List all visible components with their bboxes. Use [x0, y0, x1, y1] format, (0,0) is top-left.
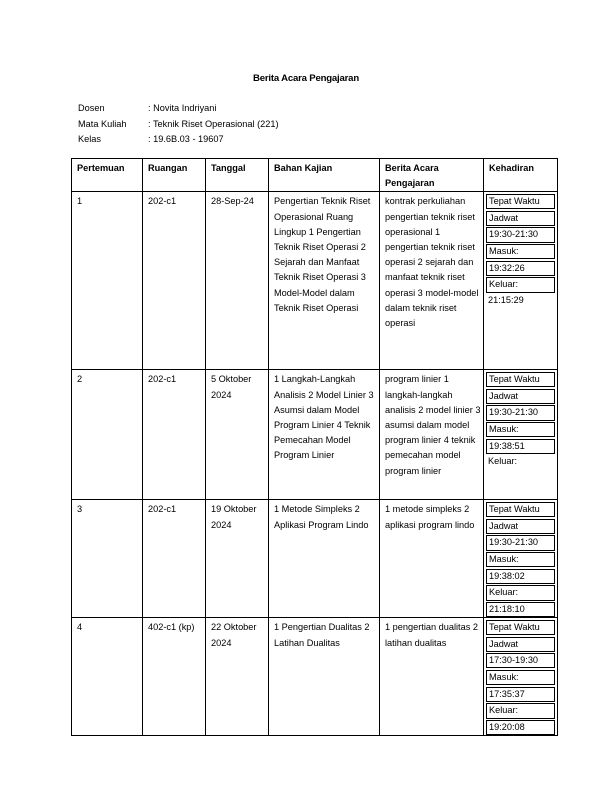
cell-kehadiran	[484, 500, 558, 618]
cell-pertemuan: 3	[72, 500, 143, 618]
info-value: : Novita Indriyani	[148, 103, 217, 113]
cell-bahan-kajian: 1 Langkah-Langkah Analisis 2 Model Linier 3 Asumsi dalam Model Program Linier 4 Teknik Pemecahan Model Program Linier	[269, 370, 380, 500]
cell-ruangan: 202-c1	[143, 192, 206, 370]
schedule-value: 19:30-21:30	[486, 227, 555, 242]
table-header-row	[72, 159, 558, 192]
check-out-value: 21:15:29	[488, 295, 524, 306]
cell-berita-acara: 1 metode simpleks 2 aplikasi program lindo	[380, 500, 484, 618]
cell-kehadiran	[484, 370, 558, 500]
schedule-value: 19:30-21:30	[486, 535, 555, 550]
status-badge: Tepat Waktu	[486, 194, 555, 209]
attendance-table	[71, 158, 558, 736]
schedule-label: Jadwat	[486, 211, 555, 226]
cell-pertemuan: 2	[72, 370, 143, 500]
cell-tanggal: 19 Oktober 2024	[206, 500, 269, 618]
check-in-label: Masuk:	[486, 422, 555, 437]
cell-berita-acara: kontrak perkuliahan pengertian teknik riset operasional 1 pengertian teknik riset operasi 2 sejarah dan manfaat teknik riset operasi 3 model-model dalam teknik riset operasi	[380, 192, 484, 370]
header-bahan-kajian: Bahan Kajian	[269, 159, 380, 192]
cell-bahan-kajian: 1 Metode Simpleks 2 Aplikasi Program Lindo	[269, 500, 380, 618]
cell-tanggal: 22 Oktober 2024	[206, 618, 269, 736]
cell-tanggal: 5 Oktober 2024	[206, 370, 269, 500]
cell-pertemuan: 4	[72, 618, 143, 736]
check-out-value: 19:20:08	[486, 720, 555, 735]
cell-tanggal: 28-Sep-24	[206, 192, 269, 370]
check-in-label: Masuk:	[486, 244, 555, 259]
table-row	[72, 192, 558, 370]
info-value: : 19.6B.03 - 19607	[148, 134, 224, 144]
header-berita-acara: Berita Acara Pengajaran	[380, 159, 484, 192]
check-out-label: Keluar:	[486, 277, 555, 292]
table-row	[72, 370, 558, 500]
check-in-value: 19:32:26	[486, 261, 555, 276]
course-info	[78, 101, 279, 148]
check-in-label: Masuk:	[486, 670, 555, 685]
info-row-mata-kuliah	[78, 117, 279, 133]
check-out-value: 21:18:10	[486, 602, 555, 617]
cell-berita-acara: program linier 1 langkah-langkah analisis 2 model linier 3 asumsi dalam model program linier 4 teknik pemecahan model program linier	[380, 370, 484, 500]
cell-bahan-kajian: 1 Pengertian Dualitas 2 Latihan Dualitas	[269, 618, 380, 736]
check-in-value: 17:35:37	[486, 687, 555, 702]
check-in-value: 19:38:02	[486, 569, 555, 584]
status-badge: Tepat Waktu	[486, 620, 555, 635]
info-label: Mata Kuliah	[78, 118, 127, 129]
schedule-label: Jadwat	[486, 519, 555, 534]
info-label: Dosen	[78, 103, 105, 113]
cell-ruangan: 402-c1 (kp)	[143, 618, 206, 736]
info-value: : Teknik Riset Operasional (221)	[148, 118, 279, 129]
schedule-label: Jadwat	[486, 389, 555, 404]
cell-bahan-kajian: Pengertian Teknik Riset Operasional Ruang Lingkup 1 Pengertian Teknik Riset Operasi 2 Sejarah dan Manfaat Teknik Riset Operasi 3 Model-Model dalam Teknik Riset Operasi	[269, 192, 380, 370]
cell-berita-acara: 1 pengertian dualitas 2 latihan dualitas	[380, 618, 484, 736]
cell-kehadiran	[484, 618, 558, 736]
cell-ruangan: 202-c1	[143, 370, 206, 500]
cell-kehadiran	[484, 192, 558, 370]
schedule-value: 19:30-21:30	[486, 405, 555, 420]
header-ruangan: Ruangan	[143, 159, 206, 192]
info-label: Kelas	[78, 134, 101, 144]
schedule-label: Jadwat	[486, 637, 555, 652]
header-pertemuan: Pertemuan	[72, 159, 143, 192]
status-badge: Tepat Waktu	[486, 502, 555, 517]
check-out-label: Keluar:	[486, 703, 555, 718]
schedule-value: 17:30-19:30	[486, 653, 555, 668]
table-row	[72, 500, 558, 618]
status-badge: Tepat Waktu	[486, 372, 555, 387]
cell-ruangan: 202-c1	[143, 500, 206, 618]
check-out-label: Keluar:	[486, 585, 555, 600]
check-in-label: Masuk:	[486, 552, 555, 567]
cell-pertemuan: 1	[72, 192, 143, 370]
check-out-label: Keluar:	[488, 456, 518, 467]
info-row-kelas	[78, 132, 279, 148]
header-kehadiran: Kehadiran	[484, 159, 558, 192]
table-row	[72, 618, 558, 736]
page-title: Berita Acara Pengajaran	[253, 73, 359, 84]
header-tanggal: Tanggal	[206, 159, 269, 192]
info-row-dosen	[78, 101, 279, 117]
check-in-value: 19:38:51	[486, 439, 555, 454]
